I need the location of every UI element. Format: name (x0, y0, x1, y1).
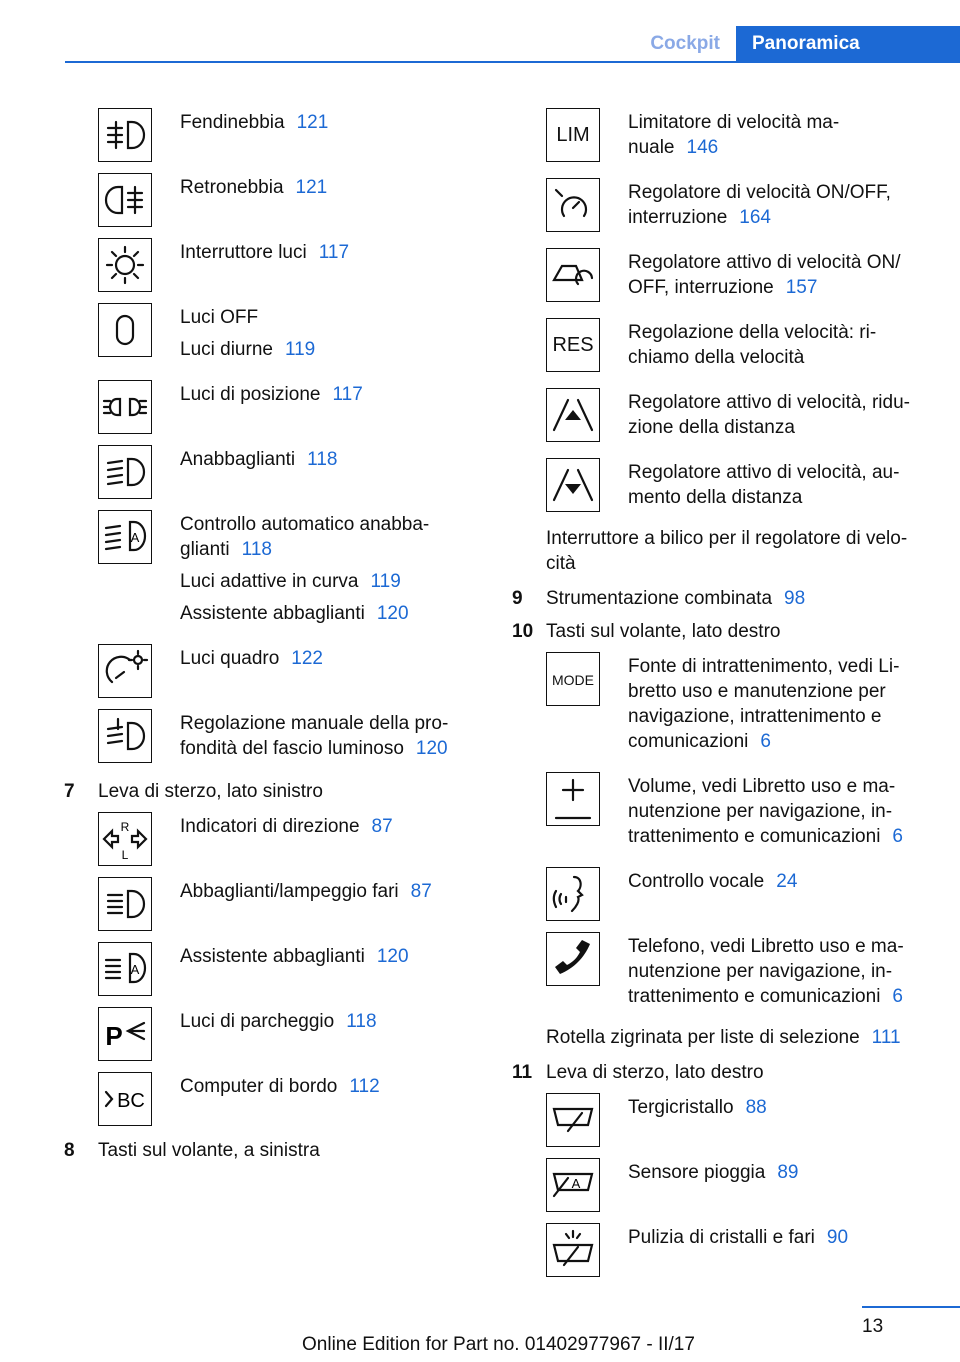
right-column (512, 108, 930, 1288)
item-text (628, 932, 904, 1016)
voice-control-icon (546, 867, 600, 921)
item-text (628, 1158, 798, 1212)
page-reference-link[interactable]: 164 (739, 207, 771, 228)
item-text (628, 1223, 848, 1277)
auto-low-beam-icon (98, 510, 152, 564)
page-reference-link[interactable]: 120 (376, 603, 409, 624)
item-label: Anabbaglianti (180, 449, 296, 470)
list-item (64, 238, 476, 292)
item-label: Assistente abbaglianti (180, 946, 365, 967)
list-item (512, 1158, 930, 1212)
list-item (512, 178, 930, 237)
item-line (180, 646, 323, 671)
item-label: Regolatore attivo di velocità, ridu- zione della distanza (628, 392, 910, 438)
item-text (180, 1007, 377, 1061)
board-computer-icon (98, 1072, 152, 1126)
item-label: Retronebbia (180, 177, 284, 198)
item-text (180, 942, 409, 996)
high-beam-assistant-icon (98, 942, 152, 996)
page-reference-link[interactable]: 117 (318, 242, 350, 263)
page-reference-link[interactable]: 146 (686, 137, 719, 158)
list-item (512, 772, 930, 856)
svg-text:A: A (571, 1176, 581, 1191)
item-label: Luci di posizione (180, 384, 321, 405)
list-item (64, 108, 476, 162)
page-reference-link[interactable]: 121 (296, 112, 329, 133)
item-label: Interruttore luci (180, 242, 307, 263)
item-label: Luci OFF (180, 307, 259, 328)
list-item (512, 867, 930, 921)
item-label: Luci diurne (180, 339, 273, 360)
footer-rule (862, 1306, 960, 1308)
high-beam-icon (98, 877, 152, 931)
list-item (64, 877, 476, 931)
item-label: Regolatore di velocità ON/OFF, interruzione (628, 182, 891, 228)
svg-text:MODE: MODE (552, 672, 594, 688)
list-item (64, 812, 476, 866)
list-item (512, 458, 930, 517)
item-label: Pulizia di cristalli e fari (628, 1227, 815, 1248)
item-line (628, 1095, 767, 1120)
item-text (628, 388, 910, 447)
item-line (628, 180, 891, 230)
item-label: Tergicristallo (628, 1097, 734, 1118)
active-cruise-control-icon (546, 248, 600, 302)
section-9: 9 Strumentazione combinata 98 (512, 588, 806, 609)
item-line (180, 305, 315, 330)
page-reference-link[interactable]: 87 (410, 881, 432, 902)
item-label: Fendinebbia (180, 112, 285, 133)
item-label: Regolazione della velocità: ri- chiamo della velocità (628, 322, 877, 368)
page-reference-link[interactable]: 157 (785, 277, 818, 298)
item-text (180, 877, 432, 931)
section-10: 10 Tasti sul volante, lato destro (512, 621, 781, 642)
item-label: Indicatori di direzione (180, 816, 360, 837)
svg-text:P: P (105, 1021, 123, 1051)
list-item (64, 303, 476, 369)
page-reference-link[interactable]: 118 (241, 539, 272, 560)
page-reference-link[interactable]: 6 (760, 731, 771, 752)
page-reference-link[interactable]: 24 (776, 871, 798, 892)
item-line (180, 512, 429, 562)
list-item (512, 108, 930, 167)
washer-icon (546, 1223, 600, 1277)
section-8: 8 Tasti sul volante, a sinistra (64, 1140, 320, 1161)
item-line (180, 601, 429, 626)
list-item (512, 248, 930, 307)
item-text (180, 812, 393, 866)
svg-text:A: A (130, 530, 140, 545)
item-text (180, 1072, 380, 1126)
item-line (180, 879, 432, 904)
page-reference-link[interactable]: 89 (777, 1162, 799, 1183)
svg-text:LIM: LIM (556, 124, 590, 146)
page-reference-link[interactable]: 87 (371, 816, 393, 837)
front-fog-light-icon (98, 108, 152, 162)
volume-icon (546, 772, 600, 826)
rain-sensor-icon (546, 1158, 600, 1212)
item-line (180, 944, 409, 969)
svg-text:R: R (120, 820, 130, 834)
page-reference-link[interactable]: 120 (376, 946, 409, 967)
item-line (180, 337, 315, 362)
item-text (628, 772, 903, 856)
list-item (512, 932, 930, 1016)
tab-panoramica[interactable]: Panoramica (736, 26, 960, 62)
rear-fog-light-icon (98, 173, 152, 227)
item-label: Luci quadro (180, 648, 280, 669)
item-label: Controllo automatico anabba- glianti (180, 514, 430, 560)
thumbwheel-text: Rotella zigrinata per liste di selezione 111 (546, 1027, 901, 1048)
item-label: Luci di parcheggio (180, 1011, 335, 1032)
low-beam-icon (98, 445, 152, 499)
item-text (628, 458, 899, 517)
page-reference-link[interactable]: 112 (349, 1076, 380, 1097)
light-switch-icon (98, 238, 152, 292)
item-line (180, 711, 448, 761)
parking-light-icon (98, 1007, 152, 1061)
item-line (628, 934, 904, 1009)
section-7: 7 Leva di sterzo, lato sinistro (64, 781, 323, 802)
item-text (628, 1093, 767, 1147)
list-item (512, 1093, 930, 1147)
list-item (64, 709, 476, 768)
mode-icon (546, 652, 600, 706)
item-text (180, 108, 328, 162)
svg-text:L: L (121, 848, 129, 862)
tab-cockpit[interactable]: Cockpit (650, 33, 720, 54)
instrument-lighting-icon (98, 644, 152, 698)
item-text (628, 248, 900, 307)
item-line (628, 1225, 848, 1250)
item-label: Regolazione manuale della pro- fondità del fascio luminoso (180, 713, 449, 759)
item-label: Controllo vocale (628, 871, 765, 892)
item-text (180, 303, 315, 369)
item-label: Abbaglianti/lampeggio fari (180, 881, 399, 902)
lim-icon (546, 108, 600, 162)
item-line (180, 814, 393, 839)
list-item (512, 318, 930, 377)
page-reference-link[interactable]: 121 (295, 177, 328, 198)
page-reference-link[interactable]: 117 (332, 384, 363, 405)
item-text (628, 108, 839, 167)
item-line (628, 110, 839, 160)
item-line (180, 569, 429, 594)
item-text (628, 178, 891, 237)
list-item (64, 173, 476, 227)
list-item (64, 445, 476, 499)
item-text (180, 510, 429, 633)
page-reference-link[interactable]: 88 (745, 1097, 767, 1118)
section-11: 11 Leva di sterzo, lato destro (512, 1062, 764, 1083)
cruise-control-icon (546, 178, 600, 232)
item-label: Sensore pioggia (628, 1162, 766, 1183)
item-label: Fonte di intrattenimento, vedi Li- bretto uso e manutenzione per navigazione, intrattenimento e comunicazioni (628, 656, 900, 752)
item-text (180, 445, 337, 499)
page-reference-link[interactable]: 119 (284, 339, 316, 360)
page-reference-link[interactable]: 122 (291, 648, 323, 669)
list-item (512, 388, 930, 447)
item-label: Telefono, vedi Libretto uso e ma- nutenzione per navigazione, in- trattenimento e comunicazioni (628, 936, 904, 1007)
distance-increase-icon (546, 458, 600, 512)
item-text (180, 644, 323, 698)
item-text (628, 867, 797, 921)
distance-decrease-icon (546, 388, 600, 442)
page-reference-link[interactable]: 118 (346, 1011, 377, 1032)
list-item (64, 1072, 476, 1126)
list-item (64, 1007, 476, 1061)
page-reference-link[interactable]: 6 (892, 986, 903, 1007)
svg-text:RES: RES (552, 334, 594, 356)
item-label: Luci adattive in curva (180, 571, 359, 592)
lights-off-icon (98, 303, 152, 357)
list-item (64, 510, 476, 633)
item-label: Limitatore di velocità ma- nuale (628, 112, 840, 158)
item-line (180, 447, 337, 472)
list-item (512, 652, 930, 761)
edition-note: Online Edition for Part no. 01402977967 - II/17 (302, 1334, 695, 1355)
item-line (180, 1074, 380, 1099)
item-text (180, 380, 363, 434)
item-label: Assistente abbaglianti (180, 603, 365, 624)
item-label: Volume, vedi Libretto uso e ma- nutenzione per navigazione, in- trattenimento e comunicazioni (628, 776, 896, 847)
item-line (628, 869, 797, 894)
item-line (180, 240, 349, 265)
item-text (628, 318, 876, 377)
rocker-switch-text: Interruttore a bilico per il regolatore di velo- cità (546, 528, 908, 574)
item-line (628, 460, 899, 510)
item-line (180, 382, 363, 407)
list-item (512, 1223, 930, 1277)
headlight-range-icon (98, 709, 152, 763)
item-text (180, 709, 448, 768)
item-line (628, 1160, 798, 1185)
svg-text:A: A (130, 962, 140, 977)
item-line (628, 654, 899, 754)
item-line (628, 320, 876, 370)
item-line (628, 774, 903, 849)
item-label: Regolatore attivo di velocità ON/ OFF, interruzione (628, 252, 901, 298)
item-line (180, 1009, 377, 1034)
page-reference-link[interactable]: 120 (415, 738, 448, 759)
page-reference-link[interactable]: 118 (307, 449, 338, 470)
parking-lights-icon (98, 380, 152, 434)
item-text (180, 173, 327, 227)
item-text (628, 652, 899, 761)
item-line (180, 110, 328, 135)
item-line (180, 175, 327, 200)
page-reference-link[interactable]: 6 (892, 826, 903, 847)
telephone-icon (546, 932, 600, 986)
item-line (628, 390, 910, 440)
list-item (64, 942, 476, 996)
item-label: Computer di bordo (180, 1076, 338, 1097)
header-tabs (634, 26, 960, 62)
wiper-icon (546, 1093, 600, 1147)
page-reference-link[interactable]: 119 (370, 571, 401, 592)
page-reference-link[interactable]: 90 (826, 1227, 849, 1248)
header-rule (65, 61, 960, 63)
list-item (64, 380, 476, 434)
res-icon (546, 318, 600, 372)
left-column (64, 108, 476, 1171)
svg-text:BC: BC (117, 1090, 145, 1112)
item-line (628, 250, 900, 300)
list-item (64, 644, 476, 698)
turn-signal-icon (98, 812, 152, 866)
item-text (180, 238, 349, 292)
page-number: 13 (862, 1316, 884, 1337)
item-label: Regolatore attivo di velocità, au- mento della distanza (628, 462, 900, 508)
